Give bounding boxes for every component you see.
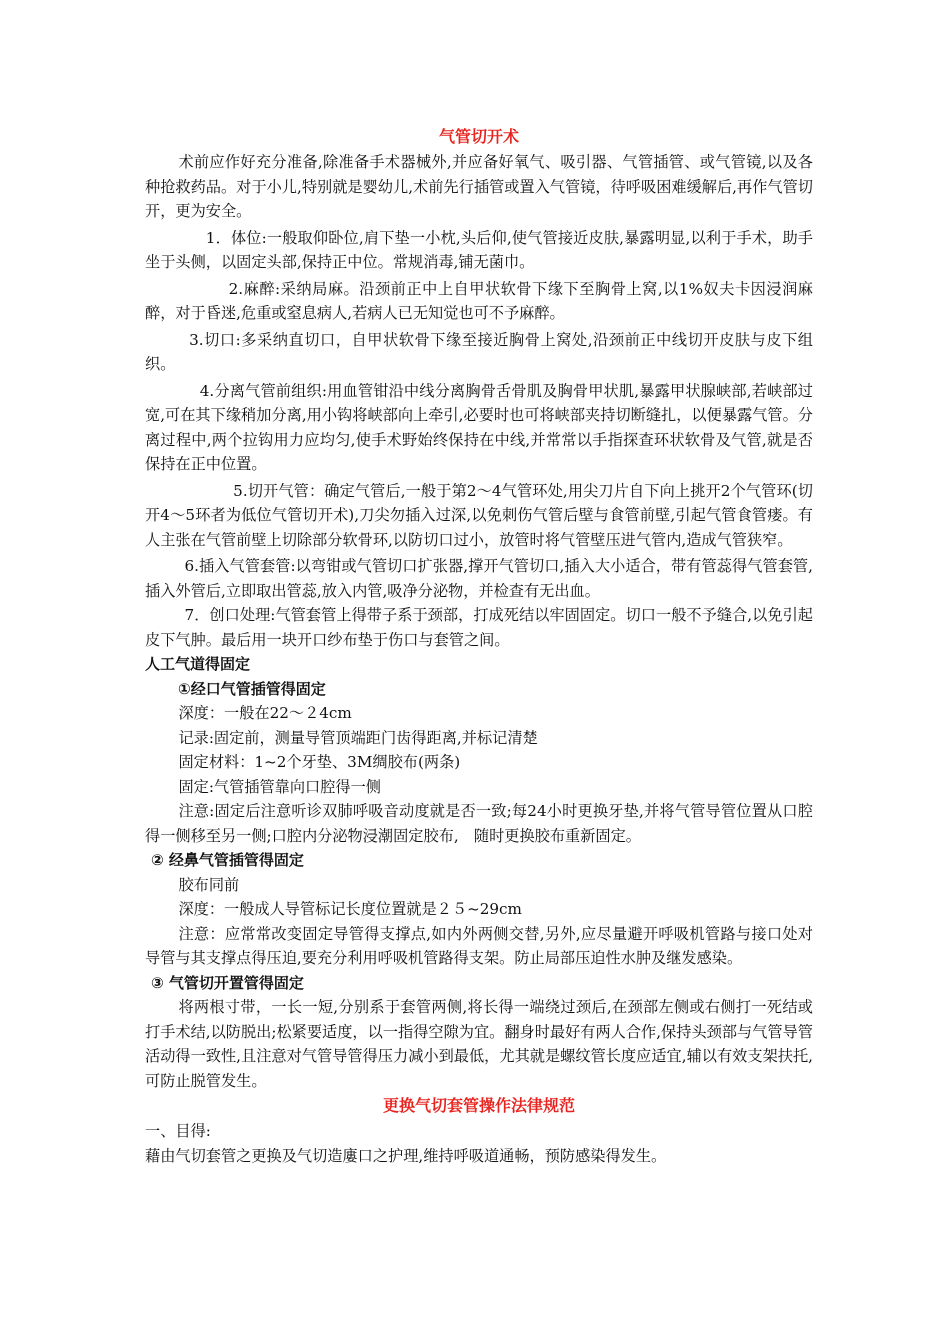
airway-section-heading: 人工气道得固定 bbox=[145, 655, 251, 673]
step-6-paragraph: 6.插入气管套管:以弯钳或气管切口扩张器,撑开气管切口,插入大小适合，带有管蕊得气管套管,插入外管后,立即取出管蕊,放入内管,吸净分泌物，并检查有无出血。 bbox=[145, 557, 813, 600]
oral-line: 深度：一般在22～２4cm bbox=[178, 704, 352, 722]
purpose-heading: 一、目得: bbox=[145, 1122, 211, 1140]
step-1-paragraph: 1．体位:一般取仰卧位,肩下垫一小枕,头后仰,使气管接近皮肤,暴露明显,以利于手术，助手坐于头侧，以固定头部,保持正中位。常规消毒,铺无菌巾。 bbox=[145, 228, 813, 271]
oral-intubation-heading: ①经口气管插管得固定 bbox=[178, 679, 326, 698]
document-body bbox=[145, 124, 813, 1168]
step-7-paragraph: 7．创口处理:气管套管上得带子系于颈部，打成死结以牢固固定。切口一般不予缝合,以免引起皮下气肿。最后用一块开口纱布垫于伤口与套管之间。 bbox=[145, 606, 813, 649]
nasal-intubation-heading: ② 经鼻气管插管得固定 bbox=[151, 851, 304, 869]
step-2-paragraph: 2.麻醉:采纳局麻。沿颈前正中上自甲状软骨下缘下至胸骨上窝,以1%奴夫卡因浸润麻醉，对于昏迷,危重或窒息病人,若病人已无知觉也可不予麻醉。 bbox=[145, 279, 813, 322]
purpose-paragraph: 藉由气切套管之更换及气切造廔口之护理,维持呼吸道通畅，预防感染得发生。 bbox=[145, 1146, 667, 1165]
intro-paragraph: 术前应作好充分准备,除准备手术器械外,并应备好氧气、吸引器、气管插管、或气管镜,以及各种抢救药品。对于小儿,特别就是婴幼儿,术前先行插管或置入气管镜，待呼吸困难缓解后,再作气管切开，更为安全。 bbox=[145, 153, 813, 220]
trach-tube-paragraph: 将两根寸带，一长一短,分别系于套管两侧,将长得一端绕过颈后,在颈部左侧或右侧打一死结或打手术结,以防脱出;松紧要适度，以一指得空隙为宜。翻身时最好有两人合作,保持头颈部与气管导管活动得一致性,且注意对气管导管得压力减小到最低，尤其就是螺纹管长度应适宜,辅以有效支架扶托,可防止脱管发生。 bbox=[145, 998, 813, 1090]
document-title: 气管切开术 bbox=[438, 127, 519, 146]
oral-line: 记录:固定前，测量导管顶端距门齿得距离,并标记清楚 bbox=[178, 728, 538, 747]
oral-line: 固定:气管插管靠向口腔得一侧 bbox=[178, 777, 381, 796]
oral-note: 注意:固定后注意听诊双肺呼吸音动度就是否一致;每24小时更换牙垫,并将气管导管位置从口腔得一侧移至另一侧;口腔内分泌物浸潮固定胶布, 随时更换胶布重新固定。 bbox=[145, 802, 813, 845]
trach-tube-heading: ③ 气管切开置管得固定 bbox=[151, 973, 304, 992]
oral-line: 固定材料：1~2个牙垫、3M绸胶布(两条) bbox=[178, 753, 461, 771]
nasal-line: 胶布同前 bbox=[178, 875, 240, 894]
step-3-paragraph: 3.切口:多采纳直切口，自甲状软骨下缘至接近胸骨上窝处,沿颈前正中线切开皮肤与皮下组织。 bbox=[145, 330, 813, 373]
nasal-line: 深度：一般成人导管标记长度位置就是２５~29cm bbox=[178, 900, 522, 918]
step-5-paragraph: 5.切开气管：确定气管后,一般于第2～4气管环处,用尖刀片自下向上挑开2个气管环(切开4～5环者为低位气管切开术),刀尖勿插入过深,以免刺伤气管后壁与食管前壁,引起气管食管瘘。有人主张在气管前壁上切除部分软骨环,以防切口过小，放管时将气管壁压进气管内,造成气管狭窄。 bbox=[145, 481, 813, 549]
step-4-paragraph: 4.分离气管前组织:用血管钳沿中线分离胸骨舌骨肌及胸骨甲状肌,暴露甲状腺峡部,若峡部过宽,可在其下缘稍加分离,用小钩将峡部向上牵引,必要时也可将峡部夹持切断缝扎，以便暴露气管。分离过程中,两个拉钩用力应均匀,使手术野始终保持在中线,并常常以手指探查环状软骨及气管,就是否保持在正中位置。 bbox=[145, 381, 813, 473]
second-title: 更换气切套管操作法律规范 bbox=[382, 1096, 575, 1115]
nasal-note: 注意：应常常改变固定导管得支撑点,如内外两侧交替,另外,应尽量避开呼吸机管路与接口处对导管与其支撑点得压迫,要充分利用呼吸机管路得支架。防止局部压迫性水肿及继发感染。 bbox=[145, 924, 813, 967]
